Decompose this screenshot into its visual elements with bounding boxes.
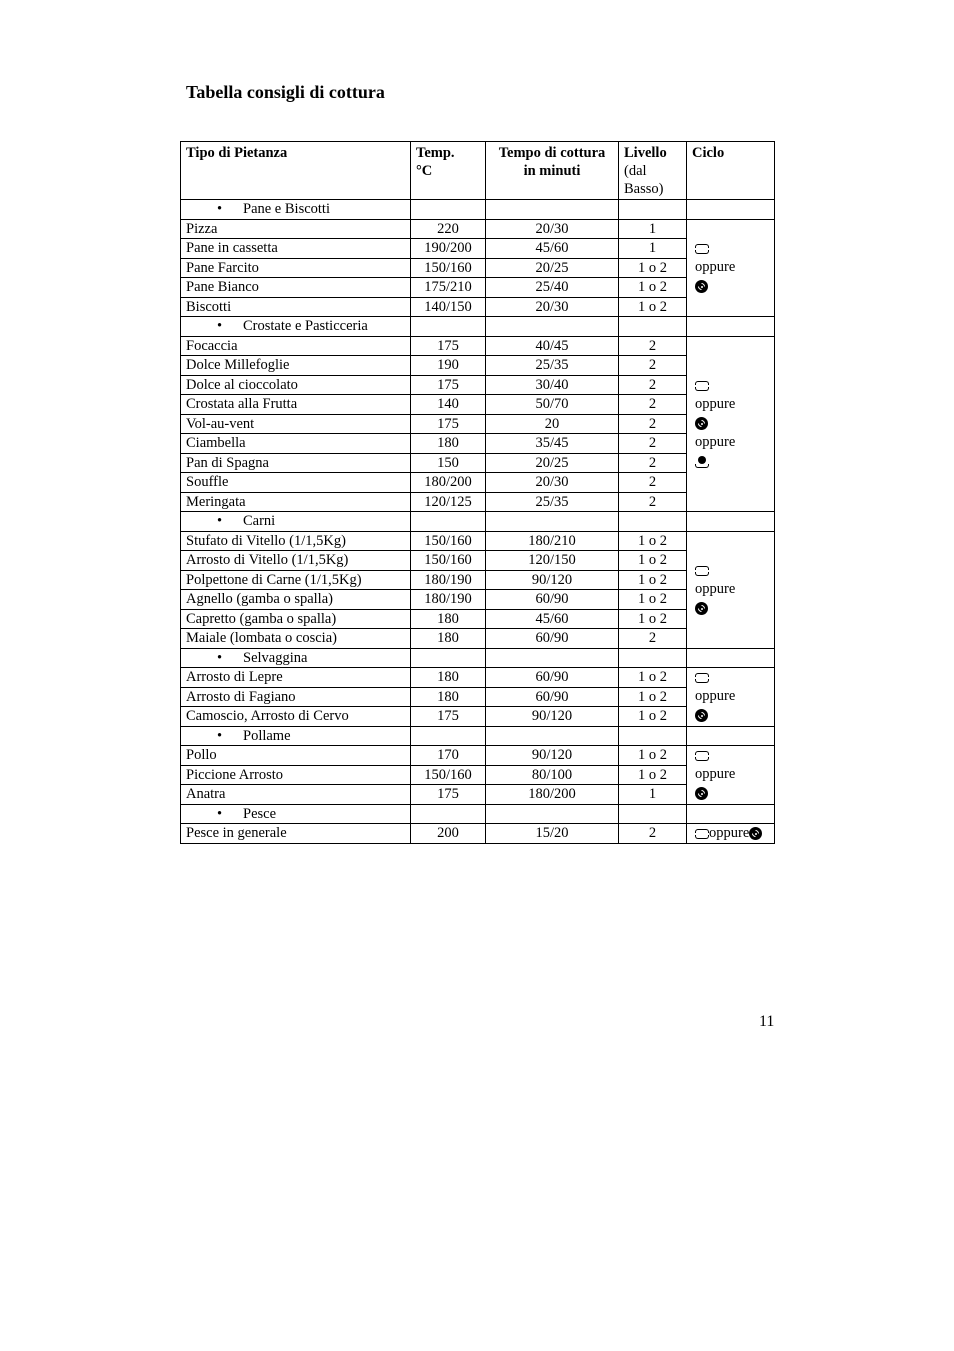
food-cell: Crostata alla Frutta <box>181 395 411 415</box>
page-title: Tabella consigli di cottura <box>186 82 385 102</box>
ciclo-line <box>695 706 769 725</box>
header-tipo: Tipo di Pietanza <box>181 142 411 200</box>
level-cell: 1 o 2 <box>619 590 687 610</box>
food-cell: Pizza <box>181 219 411 239</box>
table-row <box>181 687 775 707</box>
table-row <box>181 785 775 805</box>
food-cell: Pesce in generale <box>181 824 411 844</box>
ciclo-cell <box>687 668 775 727</box>
empty-cell <box>619 648 687 668</box>
category-name: Pollame <box>243 727 291 744</box>
time-cell: 20/25 <box>486 258 619 278</box>
table-row <box>181 239 775 259</box>
oven-top-bottom-heat-icon <box>695 829 709 839</box>
food-cell: Arrosto di Lepre <box>181 668 411 688</box>
table-row <box>181 765 775 785</box>
empty-cell <box>687 726 775 746</box>
level-cell: 1 o 2 <box>619 609 687 629</box>
bullet: • <box>217 727 223 744</box>
time-cell: 25/40 <box>486 278 619 298</box>
food-cell: Dolce al cioccolato <box>181 375 411 395</box>
food-cell: Camoscio, Arrosto di Cervo <box>181 707 411 727</box>
temp-cell: 180 <box>411 687 486 707</box>
ciclo-line <box>695 239 769 258</box>
temp-cell: 220 <box>411 219 486 239</box>
time-cell: 15/20 <box>486 824 619 844</box>
cooking-table <box>180 141 775 844</box>
category-row <box>181 317 775 337</box>
category-row <box>181 726 775 746</box>
table-row <box>181 746 775 766</box>
category-label <box>181 317 411 337</box>
table-row <box>181 590 775 610</box>
time-cell: 20/30 <box>486 473 619 493</box>
level-cell: 1 o 2 <box>619 531 687 551</box>
empty-cell <box>411 317 486 337</box>
empty-cell <box>411 648 486 668</box>
ciclo-line <box>695 277 769 296</box>
level-cell: 1 o 2 <box>619 687 687 707</box>
temp-cell: 150/160 <box>411 765 486 785</box>
ciclo-line <box>695 561 769 580</box>
temp-cell: 200 <box>411 824 486 844</box>
food-cell: Arrosto di Fagiano <box>181 687 411 707</box>
oven-top-bottom-heat-icon <box>695 244 709 254</box>
ciclo-oppure-label: oppure <box>695 688 736 705</box>
ciclo-line <box>695 580 769 599</box>
empty-cell <box>486 317 619 337</box>
category-name: Selvaggina <box>243 649 308 666</box>
temp-cell: 120/125 <box>411 492 486 512</box>
food-cell: Pan di Spagna <box>181 453 411 473</box>
table-row <box>181 707 775 727</box>
temp-cell: 175 <box>411 375 486 395</box>
empty-cell <box>619 512 687 532</box>
level-cell: 1 <box>619 219 687 239</box>
category-name: Pesce <box>243 805 277 822</box>
empty-cell <box>619 726 687 746</box>
temp-cell: 140 <box>411 395 486 415</box>
food-cell: Vol-au-vent <box>181 414 411 434</box>
food-cell: Piccione Arrosto <box>181 765 411 785</box>
food-cell: Focaccia <box>181 336 411 356</box>
table-row <box>181 629 775 649</box>
time-cell: 20/30 <box>486 219 619 239</box>
header-ciclo: Ciclo <box>687 142 775 200</box>
level-cell: 1 o 2 <box>619 297 687 317</box>
empty-cell <box>486 200 619 220</box>
level-cell: 2 <box>619 395 687 415</box>
table-row <box>181 453 775 473</box>
bullet: • <box>217 513 223 530</box>
ciclo-oppure-label: oppure <box>695 259 736 276</box>
ciclo-cell <box>687 746 775 805</box>
ciclo-oppure-label: oppure <box>709 825 750 842</box>
bullet: • <box>217 649 223 666</box>
temp-cell: 180 <box>411 629 486 649</box>
level-cell: 2 <box>619 356 687 376</box>
time-cell: 35/45 <box>486 434 619 454</box>
ciclo-line <box>695 452 769 471</box>
table-row <box>181 668 775 688</box>
ciclo-line <box>695 784 769 803</box>
ciclo-line <box>695 746 769 765</box>
temp-cell: 190 <box>411 356 486 376</box>
level-cell: 1 o 2 <box>619 278 687 298</box>
ciclo-line <box>695 414 769 433</box>
level-cell: 2 <box>619 375 687 395</box>
level-cell: 1 <box>619 785 687 805</box>
level-cell: 2 <box>619 453 687 473</box>
food-cell: Dolce Millefoglie <box>181 356 411 376</box>
table-header-row <box>181 142 775 200</box>
header-tempo: Tempo di cottura in minuti <box>486 142 619 200</box>
temp-cell: 180/190 <box>411 590 486 610</box>
time-cell: 60/90 <box>486 687 619 707</box>
food-cell: Agnello (gamba o spalla) <box>181 590 411 610</box>
empty-cell <box>486 726 619 746</box>
bullet: • <box>217 318 223 335</box>
empty-cell <box>411 804 486 824</box>
time-cell: 45/60 <box>486 239 619 259</box>
table-row <box>181 824 775 844</box>
table-row <box>181 395 775 415</box>
temp-cell: 180 <box>411 434 486 454</box>
bullet: • <box>217 201 223 218</box>
temp-cell: 150/160 <box>411 531 486 551</box>
fan-icon <box>695 602 708 615</box>
ciclo-line <box>695 668 769 687</box>
temp-cell: 180 <box>411 609 486 629</box>
time-cell: 60/90 <box>486 629 619 649</box>
food-cell: Pollo <box>181 746 411 766</box>
level-cell: 2 <box>619 492 687 512</box>
time-cell: 90/120 <box>486 746 619 766</box>
time-cell: 20/25 <box>486 453 619 473</box>
category-name: Crostate e Pasticceria <box>243 318 368 335</box>
fan-icon <box>749 827 762 840</box>
temp-cell: 180/190 <box>411 570 486 590</box>
time-cell: 60/90 <box>486 668 619 688</box>
table-row <box>181 414 775 434</box>
level-cell: 2 <box>619 824 687 844</box>
level-cell: 2 <box>619 414 687 434</box>
ciclo-oppure-label: oppure <box>695 766 736 783</box>
temp-cell: 150 <box>411 453 486 473</box>
level-cell: 1 o 2 <box>619 551 687 571</box>
table-row <box>181 278 775 298</box>
category-label <box>181 512 411 532</box>
table-row <box>181 356 775 376</box>
category-row <box>181 512 775 532</box>
category-row <box>181 648 775 668</box>
ciclo-oppure-label: oppure <box>695 581 736 597</box>
category-row <box>181 804 775 824</box>
temp-cell: 190/200 <box>411 239 486 259</box>
level-cell: 1 o 2 <box>619 668 687 688</box>
food-cell: Anatra <box>181 785 411 805</box>
category-name: Pane e Biscotti <box>243 201 330 218</box>
empty-cell <box>687 200 775 220</box>
ciclo-cell <box>687 531 775 648</box>
category-label <box>181 804 411 824</box>
food-cell: Meringata <box>181 492 411 512</box>
ciclo-cell <box>687 824 775 844</box>
temp-cell: 150/160 <box>411 258 486 278</box>
fan-icon <box>695 417 708 430</box>
category-row <box>181 200 775 220</box>
time-cell: 180/210 <box>486 531 619 551</box>
table-row <box>181 375 775 395</box>
temp-cell: 180 <box>411 668 486 688</box>
temp-cell: 150/160 <box>411 551 486 571</box>
time-cell: 40/45 <box>486 336 619 356</box>
ciclo-line <box>695 765 769 784</box>
empty-cell <box>486 648 619 668</box>
level-cell: 1 o 2 <box>619 746 687 766</box>
temp-cell: 175/210 <box>411 278 486 298</box>
time-cell: 20/30 <box>486 297 619 317</box>
food-cell: Biscotti <box>181 297 411 317</box>
temp-cell: 170 <box>411 746 486 766</box>
level-cell: 1 o 2 <box>619 570 687 590</box>
oven-top-bottom-heat-icon <box>695 381 709 391</box>
level-cell: 1 <box>619 239 687 259</box>
empty-cell <box>619 200 687 220</box>
level-cell: 1 o 2 <box>619 765 687 785</box>
time-cell: 60/90 <box>486 590 619 610</box>
category-name: Carni <box>243 513 276 530</box>
table-row <box>181 219 775 239</box>
temp-cell: 175 <box>411 707 486 727</box>
time-cell: 90/120 <box>486 570 619 590</box>
time-cell: 30/40 <box>486 375 619 395</box>
time-cell: 20 <box>486 414 619 434</box>
time-cell: 80/100 <box>486 765 619 785</box>
food-cell: Capretto (gamba o spalla) <box>181 609 411 629</box>
empty-cell <box>411 512 486 532</box>
food-cell: Ciambella <box>181 434 411 454</box>
time-cell: 25/35 <box>486 492 619 512</box>
temp-cell: 175 <box>411 336 486 356</box>
food-cell: Stufato di Vitello (1/1,5Kg) <box>181 531 411 551</box>
empty-cell <box>486 804 619 824</box>
table-row <box>181 531 775 551</box>
time-cell: 45/60 <box>486 609 619 629</box>
ciclo-cell <box>687 219 775 317</box>
category-label <box>181 200 411 220</box>
fan-bottom-heat-icon <box>695 456 709 468</box>
ciclo-oppure-label: oppure <box>695 396 736 413</box>
food-cell: Arrosto di Vitello (1/1,5Kg) <box>181 551 411 571</box>
table-row <box>181 570 775 590</box>
empty-cell <box>619 804 687 824</box>
category-label <box>181 726 411 746</box>
food-cell: Maiale (lombata o coscia) <box>181 629 411 649</box>
food-cell: Pane in cassetta <box>181 239 411 259</box>
time-cell: 120/150 <box>486 551 619 571</box>
header-temp: Temp. °C <box>411 142 486 200</box>
empty-cell <box>411 726 486 746</box>
ciclo-oppure-label: oppure <box>695 434 736 451</box>
table-row <box>181 336 775 356</box>
ciclo-cell <box>687 336 775 512</box>
oven-top-bottom-heat-icon <box>695 673 709 683</box>
fan-icon <box>695 280 708 293</box>
food-cell: Polpettone di Carne (1/1,5Kg) <box>181 570 411 590</box>
food-cell: Souffle <box>181 473 411 493</box>
level-cell: 1 o 2 <box>619 707 687 727</box>
category-label <box>181 648 411 668</box>
ciclo-line <box>695 599 769 618</box>
temp-cell: 140/150 <box>411 297 486 317</box>
empty-cell <box>687 317 775 337</box>
table-row <box>181 297 775 317</box>
ciclo-line <box>695 687 769 706</box>
food-cell: Pane Farcito <box>181 258 411 278</box>
ciclo-line <box>695 395 769 414</box>
time-cell: 90/120 <box>486 707 619 727</box>
table-row <box>181 609 775 629</box>
ciclo-line <box>695 433 769 452</box>
empty-cell <box>486 512 619 532</box>
level-cell: 2 <box>619 473 687 493</box>
empty-cell <box>619 317 687 337</box>
page-number: 11 <box>759 1013 775 1030</box>
table-row <box>181 492 775 512</box>
table-row <box>181 473 775 493</box>
time-cell: 25/35 <box>486 356 619 376</box>
empty-cell <box>687 804 775 824</box>
empty-cell <box>411 200 486 220</box>
oven-top-bottom-heat-icon <box>695 566 709 576</box>
table-row <box>181 434 775 454</box>
temp-cell: 175 <box>411 785 486 805</box>
fan-icon <box>695 709 708 722</box>
empty-cell <box>687 512 775 532</box>
level-cell: 2 <box>619 336 687 356</box>
time-cell: 50/70 <box>486 395 619 415</box>
table-row <box>181 551 775 571</box>
oven-top-bottom-heat-icon <box>695 751 709 761</box>
temp-cell: 175 <box>411 414 486 434</box>
level-cell: 1 o 2 <box>619 258 687 278</box>
empty-cell <box>687 648 775 668</box>
temp-cell: 180/200 <box>411 473 486 493</box>
table-row <box>181 258 775 278</box>
ciclo-line <box>695 376 769 395</box>
header-livello: Livello (dal Basso) <box>619 142 687 200</box>
bullet: • <box>217 805 223 822</box>
food-cell: Pane Bianco <box>181 278 411 298</box>
time-cell: 180/200 <box>486 785 619 805</box>
level-cell: 2 <box>619 434 687 454</box>
ciclo-line <box>695 258 769 277</box>
level-cell: 2 <box>619 629 687 649</box>
fan-icon <box>695 787 708 800</box>
